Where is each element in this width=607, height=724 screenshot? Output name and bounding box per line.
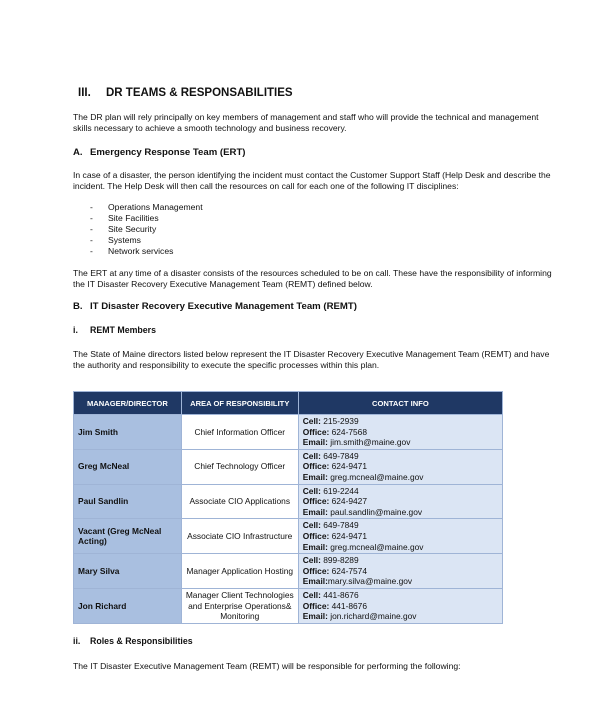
area-of-responsibility: Manager Client Technologies and Enterprise Operations& Monitoring — [181, 588, 298, 623]
cell-number: 215-2939 — [323, 416, 359, 426]
table-row — [74, 484, 503, 519]
ert-heading — [73, 147, 246, 158]
office-number: 624-9471 — [331, 530, 368, 541]
contact-info — [298, 449, 502, 484]
office-label: Office: — [302, 461, 330, 472]
ert-paragraph-2: The ERT at any time of a disaster consists of the resources scheduled to be on call. These have the responsibility of informing the IT Disaster Recovery Executive Management Team (REMT) defined below. — [73, 268, 552, 289]
intro-paragraph: The DR plan will rely principally on key members of management and staff who will provide the technical and management skills necessary to achieve a smooth technology and business recovery. — [73, 112, 539, 133]
cell-label: Cell: — [302, 555, 321, 566]
contact-info — [298, 484, 502, 519]
area-of-responsibility: Associate CIO Infrastructure — [181, 519, 298, 554]
email-label: Email: — [302, 471, 328, 482]
manager-name: Vacant (Greg McNeal Acting) — [74, 519, 182, 554]
email-address: jim.smith@maine.gov — [330, 437, 411, 448]
cell-label: Cell: — [302, 450, 321, 461]
area-of-responsibility: Chief Technology Officer — [181, 449, 298, 484]
email-address: mary.silva@maine.gov — [327, 576, 413, 587]
email-label: Email: — [302, 576, 328, 587]
table-row — [74, 588, 503, 623]
ert-paragraph-1: In case of a disaster, the person identifying the incident must contact the Customer Support Staff (Help Desk and describe the incident. The Help Desk will then call the resources on call for each one of the following IT disciplines: — [73, 170, 551, 191]
email-address: greg.mcneal@maine.gov — [330, 471, 424, 482]
roles-paragraph: The IT Disaster Executive Management Team (REMT) will be responsible for performing the following: — [73, 661, 461, 671]
email-label: Email: — [302, 437, 328, 448]
column-header-contact: CONTACT INFO — [298, 392, 502, 415]
remt-title: IT Disaster Recovery Executive Management Team (REMT) — [90, 301, 357, 312]
contact-info — [298, 415, 502, 450]
section-title: DR TEAMS & RESPONSABILITIES — [106, 87, 293, 99]
roles-title: Roles & Responsibilities — [90, 636, 193, 646]
manager-name: Greg McNeal — [74, 449, 182, 484]
cell-number: 619-2244 — [323, 485, 359, 496]
table-row — [74, 449, 503, 484]
cell-number: 649-7849 — [323, 450, 359, 461]
cell-label: Cell: — [302, 520, 321, 531]
area-of-responsibility: Associate CIO Applications — [181, 484, 298, 519]
remt-members-paragraph: The State of Maine directors listed below represent the IT Disaster Recovery Executive Management Team (REMT) and have the authority and responsibility to execute the specific processes within this plan. — [73, 349, 550, 370]
roles-heading — [73, 636, 193, 646]
email-label: Email: — [302, 506, 328, 517]
cell-label: Cell: — [302, 416, 321, 426]
office-label: Office: — [302, 565, 330, 576]
table-header-row — [74, 392, 503, 415]
office-number: 624-9471 — [331, 461, 368, 472]
remt-members-heading — [73, 325, 156, 335]
area-of-responsibility: Chief Information Officer — [181, 415, 298, 450]
office-label: Office: — [302, 600, 330, 611]
office-label: Office: — [302, 530, 330, 541]
list-item: - Site Security — [90, 224, 203, 235]
office-number: 624-7574 — [331, 565, 368, 576]
column-header-manager: MANAGER/DIRECTOR — [74, 392, 182, 415]
remt-members-table — [73, 391, 503, 624]
remt-members-label: i. — [73, 325, 78, 335]
contact-info — [298, 519, 502, 554]
column-header-area: AREA OF RESPONSIBILITY — [181, 392, 298, 415]
email-address: paul.sandlin@maine.gov — [330, 506, 423, 517]
office-number: 624-7568 — [331, 426, 368, 437]
office-number: 441-8676 — [331, 600, 368, 611]
office-number: 624-9427 — [331, 496, 368, 507]
list-item: - Network services — [90, 246, 203, 257]
list-item: - Systems — [90, 235, 203, 246]
cell-number: 649-7849 — [323, 520, 359, 531]
section-heading — [78, 87, 293, 99]
manager-name: Jon Richard — [74, 588, 182, 623]
email-label: Email: — [302, 541, 328, 552]
roles-label: ii. — [73, 636, 81, 646]
ert-discipline-list — [90, 202, 203, 257]
section-number: III. — [78, 87, 91, 99]
table-row — [74, 554, 503, 589]
email-label: Email: — [302, 611, 328, 622]
area-of-responsibility: Manager Application Hosting — [181, 554, 298, 589]
office-label: Office: — [302, 426, 330, 437]
manager-name: Jim Smith — [74, 415, 182, 450]
manager-name: Paul Sandlin — [74, 484, 182, 519]
contact-info — [298, 554, 502, 589]
manager-name: Mary Silva — [74, 554, 182, 589]
office-label: Office: — [302, 496, 330, 507]
remt-members-title: REMT Members — [90, 325, 156, 335]
cell-number: 899-8289 — [323, 555, 359, 566]
email-address: jon.richard@maine.gov — [330, 611, 417, 622]
table-row — [74, 519, 503, 554]
ert-label: A. — [73, 147, 83, 158]
contact-info — [298, 588, 502, 623]
remt-label: B. — [73, 301, 83, 312]
cell-label: Cell: — [302, 485, 321, 496]
list-item: - Operations Management — [90, 202, 203, 213]
cell-number: 441-8676 — [323, 589, 359, 600]
email-address: greg.mcneal@maine.gov — [330, 541, 424, 552]
cell-label: Cell: — [302, 589, 321, 600]
ert-title: Emergency Response Team (ERT) — [90, 147, 246, 158]
list-item: - Site Facilities — [90, 213, 203, 224]
remt-heading — [73, 301, 357, 312]
table-row — [74, 415, 503, 450]
